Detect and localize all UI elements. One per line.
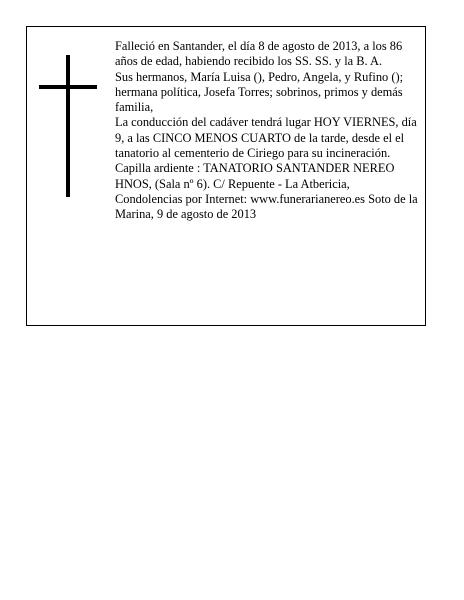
cross-icon [39,55,97,197]
notice-paragraph-family: Sus hermanos, María Luisa (), Pedro, Angela, y Rufino (); hermana política, Josefa Torres; sobrinos, primos y demás familia, [115,69,404,115]
cross-vertical-bar [66,55,70,197]
notice-text [115,39,421,223]
cross-horizontal-bar [39,85,97,89]
notice-paragraph-funeral: La conducción del cadáver tendrá lugar HOY VIERNES, día 9, a las CINCO MENOS CUARTO de la tarde, desde el el tanatorio al cementerio de Ciriego para su incineración. Capilla ardiente : TANATORIO SANTANDER NEREO HNOS, (Sala nº 6). C/ Repuente - La Atbericia, [115,115,417,191]
obituary-notice [26,26,426,326]
notice-paragraph-condolences: Condolencias por Internet: www.funerarianereo.es Soto de la Marina, 9 de agosto de 2013 [115,191,418,222]
notice-paragraph-death: Falleció en Santander, el día 8 de agosto de 2013, a los 86 años de edad, habiendo recibido los SS. SS. y la B. A. [115,39,403,69]
